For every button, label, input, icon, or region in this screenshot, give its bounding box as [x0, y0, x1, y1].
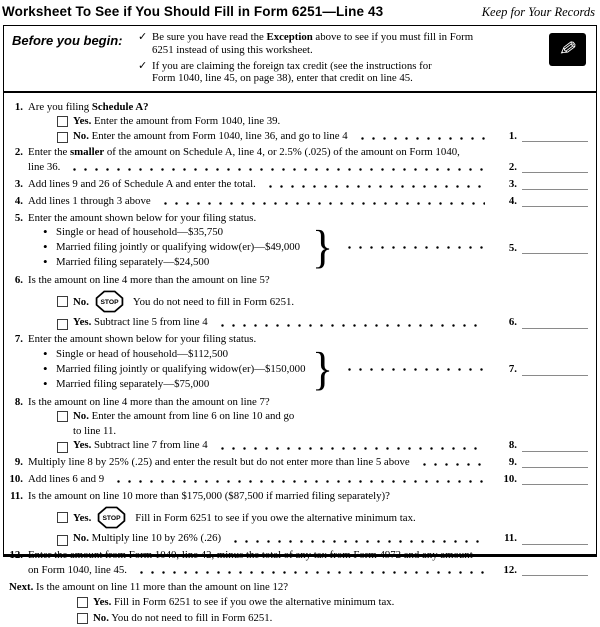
line12-amount-field[interactable]: [522, 564, 588, 576]
dotted-leader: [113, 480, 485, 483]
worksheet-lines: [4, 93, 596, 627]
line1-no-row: [57, 129, 588, 143]
line-item-8: [7, 395, 588, 453]
line-item-5: [7, 211, 588, 271]
line-number-1: 1.: [14, 100, 23, 113]
worksheet-box: [3, 25, 597, 624]
line7-filing-status-list: • Single or head of household—$112,500 • Married filing jointly or qualifying widow(er)—$150,000 • Married filing separately—$75,000 } 7.: [28, 347, 588, 393]
line7-amount-field[interactable]: [522, 364, 588, 376]
line-item-2: [7, 145, 588, 174]
line-number-6: 6.: [14, 274, 23, 287]
line6-no-text: You do not need to fill in Form 6251.: [132, 295, 295, 308]
bullet-icon: [43, 255, 56, 270]
line-item-11: [7, 489, 588, 546]
line8-yes-row: [57, 438, 588, 452]
dotted-leader: [419, 463, 485, 466]
line3-text: Add lines 9 and 26 of Schedule A and enter the total.: [28, 177, 256, 190]
line-item-4: [7, 194, 588, 208]
line6-yes-row: [57, 315, 588, 329]
line3-amount-field[interactable]: [522, 178, 588, 190]
line8-no-row: [57, 409, 588, 438]
line2-leader-row: line 36. 2.: [28, 160, 588, 174]
line11-no-row: [57, 531, 588, 545]
next-yes-checkbox[interactable]: [77, 597, 88, 608]
entry-number-1: 1.: [508, 129, 517, 142]
page-title: Worksheet To See if You Should Fill in Form 6251—Line 43: [2, 4, 384, 19]
bullet-icon: [43, 377, 56, 392]
dotted-leader: [344, 246, 485, 249]
line8-no-text: No. Enter the amount from line 6 on line 10 and go to line 11.: [73, 410, 295, 437]
entry-number-10: 10.: [503, 472, 517, 485]
line9-amount-field[interactable]: [522, 456, 588, 468]
line-item-3: [7, 177, 588, 191]
title-row: [0, 0, 600, 20]
stop-icon: [97, 506, 126, 529]
dotted-leader: [344, 368, 485, 371]
next-section: [7, 580, 588, 625]
line1-yes-row: [57, 114, 588, 128]
svg-text:STOP: STOP: [102, 515, 121, 523]
line11-yes-text: Fill in Form 6251 to see if you owe the alternative minimum tax.: [135, 511, 416, 524]
line6-yes-text: Yes. Subtract line 5 from line 4: [73, 316, 208, 329]
dotted-leader: [357, 137, 485, 140]
line12-leader-row: on Form 1040, line 45. 12.: [28, 563, 588, 577]
line-number-3: 3.: [14, 177, 23, 190]
dotted-leader: [265, 185, 485, 188]
line2-text: Enter the smaller of the amount on Schedule A, line 4, or 2.5% (.025) of the amount on Form 1040,: [28, 146, 460, 159]
entry-number-8: 8.: [508, 439, 517, 452]
line6-no-checkbox[interactable]: [57, 296, 68, 307]
stop-icon: [95, 290, 124, 313]
line2-amount-field[interactable]: [522, 161, 588, 173]
line5-filing-status-list: • Single or head of household—$35,750 • Married filing jointly or qualifying widow(er)—$49,000 • Married filing separately—$24,500 } 5.: [28, 225, 588, 271]
line7-text: Enter the amount shown below for your filing status.: [28, 333, 257, 346]
entry-number-11: 11.: [504, 532, 517, 545]
dotted-leader: [217, 324, 485, 327]
checkmark-icon: ✓: [138, 31, 148, 43]
line8-yes-text: Yes. Subtract line 7 from line 4: [73, 439, 208, 452]
line9-text: Multiply line 8 by 25% (.25) and enter the result but do not enter more than line 5 above: [28, 456, 410, 468]
line11-no-checkbox[interactable]: [57, 535, 68, 546]
begin-check-item-1: [138, 31, 539, 57]
next-no-checkbox[interactable]: [77, 613, 88, 624]
line-item-9: [7, 455, 588, 469]
bullet-item: • Married filing separately—$24,500: [43, 255, 310, 270]
checkmark-icon: ✓: [138, 59, 148, 72]
entry-number-3: 3.: [508, 177, 517, 190]
before-you-begin-items: [138, 30, 539, 88]
line1-amount-field[interactable]: [522, 130, 588, 142]
begin-check-text-1: Be sure you have read the Exception above to see if you must fill in Form 6251 instead of using this worksheet.: [152, 31, 474, 56]
dotted-leader: [160, 202, 485, 205]
line10-amount-field[interactable]: [522, 473, 588, 485]
dotted-leader: [136, 571, 485, 574]
line-item-10: [7, 472, 588, 486]
entry-number-5: 5.: [508, 241, 517, 254]
next-no-text: No. You do not need to fill in Form 6251.: [93, 611, 273, 624]
pencil-icon: [549, 33, 586, 66]
line1-no-checkbox[interactable]: [57, 132, 68, 143]
bullet-icon: [43, 362, 56, 377]
svg-text:STOP: STOP: [100, 299, 119, 307]
line-number-10: 10.: [9, 472, 23, 485]
line6-yes-checkbox[interactable]: [57, 319, 68, 330]
line11-question: Is the amount on line 10 more than $175,000 ($87,500 if married filing separately)?: [28, 489, 390, 502]
dotted-leader: [217, 447, 485, 450]
line4-text: Add lines 1 through 3 above: [28, 194, 151, 207]
line11-no-text: No. Multiply line 10 by 26% (.26): [73, 532, 222, 545]
bullet-icon: [43, 347, 56, 362]
begin-check-text-2: If you are claiming the foreign tax credit (see the instructions for Form 1040, line 45, on page 38), enter that credit on line 45.: [152, 59, 432, 85]
line12-text: Enter the amount from Form 1040, line 42, minus the total of any tax from Form 4972 and any amount: [28, 549, 473, 562]
line8-amount-field[interactable]: [522, 440, 588, 452]
line5-amount-field[interactable]: [522, 242, 588, 254]
line-number-7: 7.: [14, 333, 23, 346]
next-yes-text: Yes. Fill in Form 6251 to see if you owe the alternative minimum tax.: [93, 596, 395, 609]
bullet-item: • Married filing jointly or qualifying widow(er)—$49,000: [43, 240, 310, 255]
line5-text: Enter the amount shown below for your filing status.: [28, 211, 257, 224]
next-no-row: [77, 611, 588, 625]
line6-no-row: No. STOP You do not need to fill in Form 6251.: [57, 287, 588, 315]
line6-question: Is the amount on line 4 more than the amount on line 5?: [28, 274, 270, 287]
entry-number-4: 4.: [508, 194, 517, 207]
line-item-12: [7, 548, 588, 577]
begin-check-item-2: [138, 60, 539, 86]
entry-number-6: 6.: [508, 316, 517, 329]
line-number-5: 5.: [14, 211, 23, 224]
line1-question: Are you filing Schedule A?: [28, 100, 149, 113]
line4-amount-field[interactable]: [522, 195, 588, 207]
bullet-icon: [43, 240, 56, 255]
bullet-item: • Married filing jointly or qualifying widow(er)—$150,000: [43, 362, 310, 377]
entry-number-9: 9.: [508, 456, 517, 468]
line1-yes-text: Yes. Enter the amount from Form 1040, line 39.: [73, 115, 281, 128]
line11-yes-checkbox[interactable]: [57, 512, 68, 523]
before-you-begin-section: [4, 26, 596, 93]
line8-yes-checkbox[interactable]: [57, 442, 68, 453]
line-number-2: 2.: [14, 146, 23, 159]
dotted-leader: [230, 540, 485, 543]
records-note: Keep for Your Records: [481, 5, 595, 19]
line11-yes-row: Yes. STOP Fill in Form 6251 to see if you owe the alternative minimum tax.: [57, 503, 588, 531]
entry-number-7: 7.: [508, 363, 517, 376]
next-yes-row: [77, 595, 588, 609]
next-question: Next. Is the amount on line 11 more than the amount on line 12?: [9, 580, 289, 593]
line1-yes-checkbox[interactable]: [57, 116, 68, 127]
line-item-7: [7, 332, 588, 395]
bullet-item: • Married filing separately—$75,000: [43, 377, 310, 392]
line10-text: Add lines 6 and 9: [28, 472, 105, 485]
bullet-icon: [43, 225, 56, 240]
line-number-9: 9.: [14, 456, 23, 468]
line-number-11: 11.: [10, 489, 23, 502]
line11-amount-field[interactable]: [522, 533, 588, 545]
line-number-4: 4.: [14, 194, 23, 207]
dotted-leader: [69, 168, 485, 171]
line8-question: Is the amount on line 4 more than the amount on line 7?: [28, 395, 270, 408]
line6-amount-field[interactable]: [522, 317, 588, 329]
line1-no-text: No. Enter the amount from Form 1040, line 36, and go to line 4: [73, 129, 348, 142]
before-you-begin-label: Before you begin:: [12, 33, 123, 48]
line-number-12: 12.: [9, 549, 23, 562]
line8-no-checkbox[interactable]: [57, 411, 68, 422]
entry-number-12: 12.: [503, 563, 517, 576]
entry-number-2: 2.: [508, 160, 517, 173]
bullet-item: • Single or head of household—$35,750: [43, 225, 310, 240]
line-item-1: [7, 100, 588, 143]
line-item-6: [7, 273, 588, 330]
line-number-8: 8.: [14, 395, 23, 408]
bullet-item: • Single or head of household—$112,500: [43, 347, 310, 362]
